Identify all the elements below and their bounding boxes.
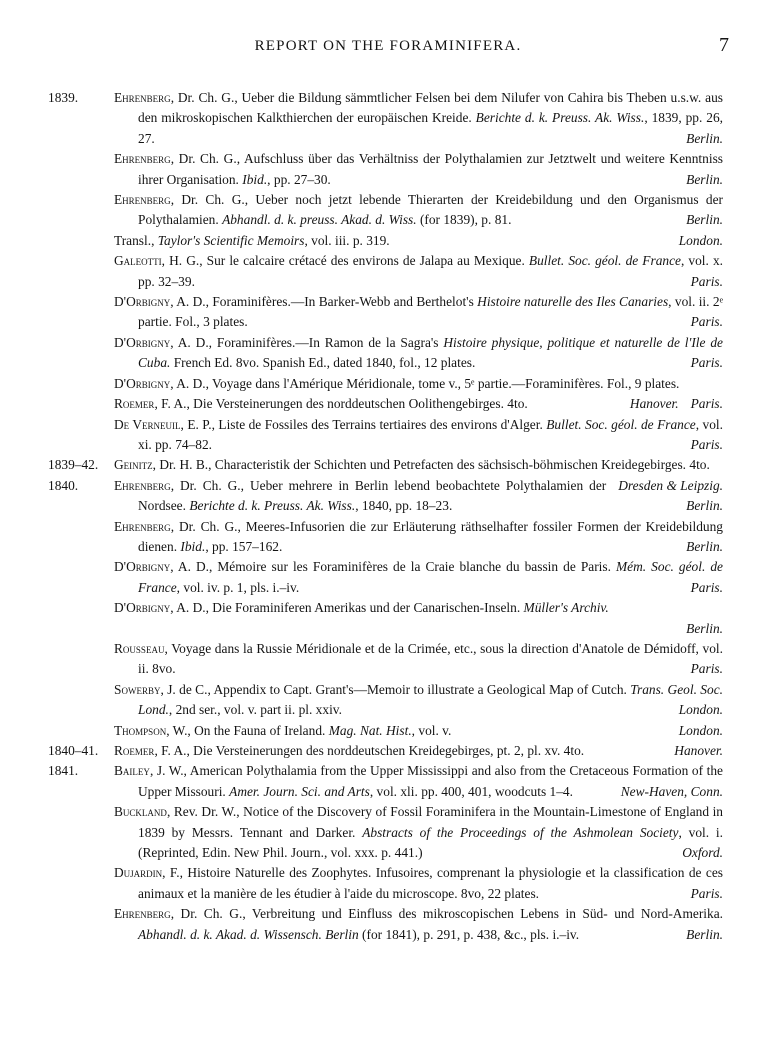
entry-citation [114,598,723,639]
entry-citation [114,333,723,374]
entry-location: Paris. [690,355,723,371]
entry-details: (for 1839), p. 81. [416,212,512,228]
entry-location: London. [678,232,723,248]
entry-journal: Bullet. Soc. géol. de France [546,416,696,432]
entry-text: , H. G., Sur le calcaire crétacé des environs de Jalapa au Mexique. [161,253,529,269]
entry-location: London. [678,722,723,738]
entry-details: , vol. iii. p. 319. [304,232,390,248]
bibliography-entry [0,88,776,149]
entry-text: , A. D., Foraminifères.—In Ramon de la Sagra's [170,334,444,350]
entry-location: Paris. [690,314,723,330]
entry-author: Ehrenberg [114,90,171,105]
entry-journal: Abstracts of the Proceedings of the Ashmolean Society [362,824,679,840]
entry-text: , Dr. Ch. G., Verbreitung und Einfluss des mikroscopischen Lebens in Süd- und Nord-Amerika. [170,906,723,922]
entry-author: Roemer [114,396,155,412]
entry-citation [114,476,723,517]
entry-text: , A. D., Mémoire sur les Foraminifères de la Craie blanche du bassin de Paris. [170,559,617,575]
entry-location: Berlin. [686,212,723,228]
bibliography-entry [0,639,776,680]
entry-text: , F. A., Die Versteinerungen des norddeutschen Oolithengebirges. 4to. [154,396,528,412]
entry-location: Paris. [690,661,723,677]
bibliography-entry [0,333,776,374]
entry-author: D'Orbigny [114,600,171,616]
bibliography-entry [0,415,776,456]
entry-location: Berlin. [686,130,723,146]
entry-author: Ehrenberg [114,518,171,534]
entry-author: Bailey [114,763,150,779]
entry-journal: Histoire physique, politique et naturelle de l'Ile de Cuba. [138,334,723,371]
entry-text: , F., Histoire Naturelle des Zoophytes. Infusoires, comprenant la physiologie et la classification de ces animaux et la manière de les étudier à l'aide du microscope. 8vo, 22 plates. [138,865,723,901]
entry-author: Roemer [114,743,155,758]
entry-citation [114,517,723,558]
bibliography-list [0,88,776,945]
bibliography-entry [0,292,776,333]
entry-text: , A. D., Voyage dans l'Amérique Méridionale, tome v., 5ᵉ partie.—Foraminifères. Fol., 9 plates. [170,375,680,391]
entry-details: , 1840, pp. 18–23. [355,498,453,514]
entry-text: , Dr. Ch. G., Meeres-Infusorien die zur Erläuterung räthselhafter fossiler Formen der Kreidebildung dienen. [138,518,723,554]
entry-year: 1839–42. [48,457,99,473]
entry-citation [114,904,723,945]
entry-text: , A. D., Die Foraminiferen Amerikas und der Canarischen-Inseln. [170,600,524,616]
entry-text: , Dr. Ch. G., Ueber mehrere in Berlin lebend beobachtete Polythalamien der Nordsee. [138,477,607,514]
entry-journal: Trans. Geol. Soc. Lond. [138,681,723,718]
entry-journal: Mag. Nat. Hist. [328,722,412,738]
bibliography-entry-continuation [0,231,776,251]
entry-journal: Ibid. [180,538,206,554]
entry-text: , Dr. H. B., Characteristik der Schichten und Petrefacten des sächsisch-böhmischen Kreidegebirges. 4to. [152,457,710,473]
entry-year: 1841. [48,763,79,779]
bibliography-entry [0,802,776,863]
bibliography-entry [0,190,776,231]
entry-citation [114,639,723,680]
bibliography-entry [0,863,776,904]
entry-author: Dujardin [114,865,163,881]
entry-text: , J. W., American Polythalamia from the Upper Mississippi and also from the Cretaceous Formation of the Upper Missouri. [138,763,723,799]
bibliography-entry [0,741,776,761]
bibliography-entry [0,517,776,558]
bibliography-entry [0,149,776,190]
entry-location: Paris. [690,885,723,901]
entry-location: Paris. [690,436,723,452]
entry-citation [114,190,723,231]
entry-location: Hanover. [629,396,679,412]
entry-author: Thompson [114,722,167,738]
entry-author: Galeotti [114,253,162,269]
entry-text: , J. de C., Appendix to Capt. Grant's—Memoir to illustrate a Geological Map of Cutch. [160,681,631,697]
bibliography-entry [0,680,776,721]
entry-text: , A. D., Foraminifères.—In Barker-Webb and Berthelot's [170,294,478,310]
entry-location: New-Haven, Conn. [620,783,723,799]
bibliography-entry [0,394,776,414]
bibliography-entry [0,557,776,598]
entry-journal: Histoire naturelle des Iles Canaries [477,294,669,310]
entry-journal: Ibid. [242,171,268,187]
entry-details: , pp. 157–162. [205,538,283,554]
entry-author: Sowerby [114,681,161,697]
entry-prefix: Transl., [114,232,158,248]
entry-author: Geinitz [114,457,153,473]
entry-author: Ehrenberg [114,192,171,208]
entry-journal: Abhandl. d. k. preuss. Akad. d. Wiss. [222,212,417,228]
entry-details: French Ed. 8vo. Spanish Ed., dated 1840, fol., 12 plates. [170,355,476,371]
entry-location: Oxford. [682,845,723,861]
page-number: 7 [719,34,729,56]
entry-location: Berlin. [686,538,723,554]
entry-author: D'Orbigny [114,334,171,350]
entry-details: , 2nd ser., vol. v. part ii. pl. xxiv. [168,702,342,718]
entry-text: , Dr. Ch. G., Ueber die Bildung sämmtlicher Felsen bei dem Nilufer von Cahira bis Theben u.s.w. aus den mikroskopischen Kalkthierchen der europäischen Kreide. [138,90,723,126]
entry-journal: Berichte d. k. Preuss. Ak. Wiss. [475,110,645,126]
entry-journal: Mém. Soc. géol. de France [138,559,724,595]
entry-author: D'Orbigny [114,375,171,391]
entry-year: 1840–41. [48,743,99,758]
entry-details: , vol. xli. pp. 400, 401, woodcuts 1–4. [369,783,573,799]
entry-citation [114,802,724,863]
entry-author: D'Orbigny [114,294,171,310]
entry-text: , E. P., Liste de Fossiles des Terrains tertiaires des environs d'Alger. [180,416,547,432]
entry-author: Rousseau [114,640,165,656]
entry-text: , Dr. Ch. G., Aufschluss über das Verhältniss der Polythalamien zur Jetztwelt und weitere Kenntniss ihrer Organisation. [138,151,723,187]
entry-text: , W., On the Fauna of Ireland. [166,722,329,738]
bibliography-entry [0,904,776,945]
entry-journal: Berichte d. k. Preuss. Ak. Wiss. [189,498,356,514]
entry-text: , Rev. Dr. W., Notice of the Discovery of Fossil Foraminifera in the Mountain-Limestone of England in 1839 by Messrs. Tennant and Darker. [138,804,723,840]
entry-citation [114,721,723,741]
entry-author: Ehrenberg [114,151,171,167]
bibliography-entry [0,761,776,802]
entry-details: (for 1841), p. 291, p. 438, &c., pls. i.–iv. [358,926,580,942]
entry-location: Paris. [690,273,723,289]
entry-citation [114,863,723,904]
entry-text: , F. A., Die Versteinerungen des norddeutschen Kreidegebirges, pt. 2, pl. xv. 4to. [154,743,585,758]
entry-author: Buckland [114,804,167,820]
entry-location: Berlin. [686,498,723,514]
entry-location: Paris. [690,579,723,595]
entry-location: Dresden & Leipzig. [618,477,723,493]
header-title: REPORT ON THE FORAMINIFERA. [254,38,522,54]
entry-details: , pp. 27–30. [267,171,331,187]
entry-citation [114,231,723,251]
bibliography-entry [0,598,776,639]
entry-year: 1840. [48,477,79,493]
entry-details: , vol. ii. 2ᵉ partie. Fol., 3 plates. [138,294,724,330]
entry-location: London. [678,702,723,718]
entry-author: Ehrenberg [114,477,171,493]
bibliography-entry [0,721,776,741]
bibliography-entry [0,251,776,292]
entry-author: De Verneuil [114,416,181,432]
entry-location: Berlin. [686,171,723,187]
entry-journal: Taylor's Scientific Memoirs [157,232,305,248]
entry-author: Ehrenberg [114,906,171,922]
entry-citation [114,680,723,721]
bibliography-entry [0,476,776,517]
entry-citation [114,761,723,802]
entry-details: , 1839, pp. 26, 27. [138,110,723,146]
entry-details: , vol. x. pp. 32–39. [138,253,724,289]
entry-author: D'Orbigny [114,559,171,575]
entry-location: Berlin. [686,926,723,942]
entry-journal: Müller's Archiv. [523,600,609,616]
entry-text: , Voyage dans la Russie Méridionale et de la Crimée, etc., sous la direction d'Anatole de Démidoff, vol. ii. 8vo. [138,640,723,677]
entry-location: Paris. [690,396,723,412]
entry-location: Berlin. [686,620,723,636]
entry-citation [114,292,724,333]
entry-journal: Amer. Journ. Sci. and Arts [229,783,370,799]
entry-location: Hanover. [674,743,723,758]
entry-citation [114,251,724,292]
entry-citation [114,149,723,190]
entry-journal: Abhandl. d. k. Akad. d. Wissensch. Berlin [138,926,359,942]
entry-citation [114,394,723,414]
entry-journal: Bullet. Soc. géol. de France [528,253,681,269]
entry-details: , vol. iv. p. 1, pls. i.–iv. [176,579,300,595]
entry-details: , vol. xi. pp. 74–82. [138,416,723,452]
entry-citation [114,88,723,149]
entry-text: , Dr. Ch. G., Ueber noch jetzt lebende Thierarten der Kreidebildung und den Organismus der Polythalamien. [138,192,723,228]
entry-citation [114,415,723,456]
entry-citation [114,741,723,761]
entry-details: , vol. v. [411,722,452,738]
entry-citation [114,557,724,598]
entry-details: , vol. i. (Reprinted, Edin. New Phil. Journ., vol. xxx. p. 441.) [138,824,724,861]
entry-year: 1839. [48,90,79,105]
running-header [0,34,776,60]
